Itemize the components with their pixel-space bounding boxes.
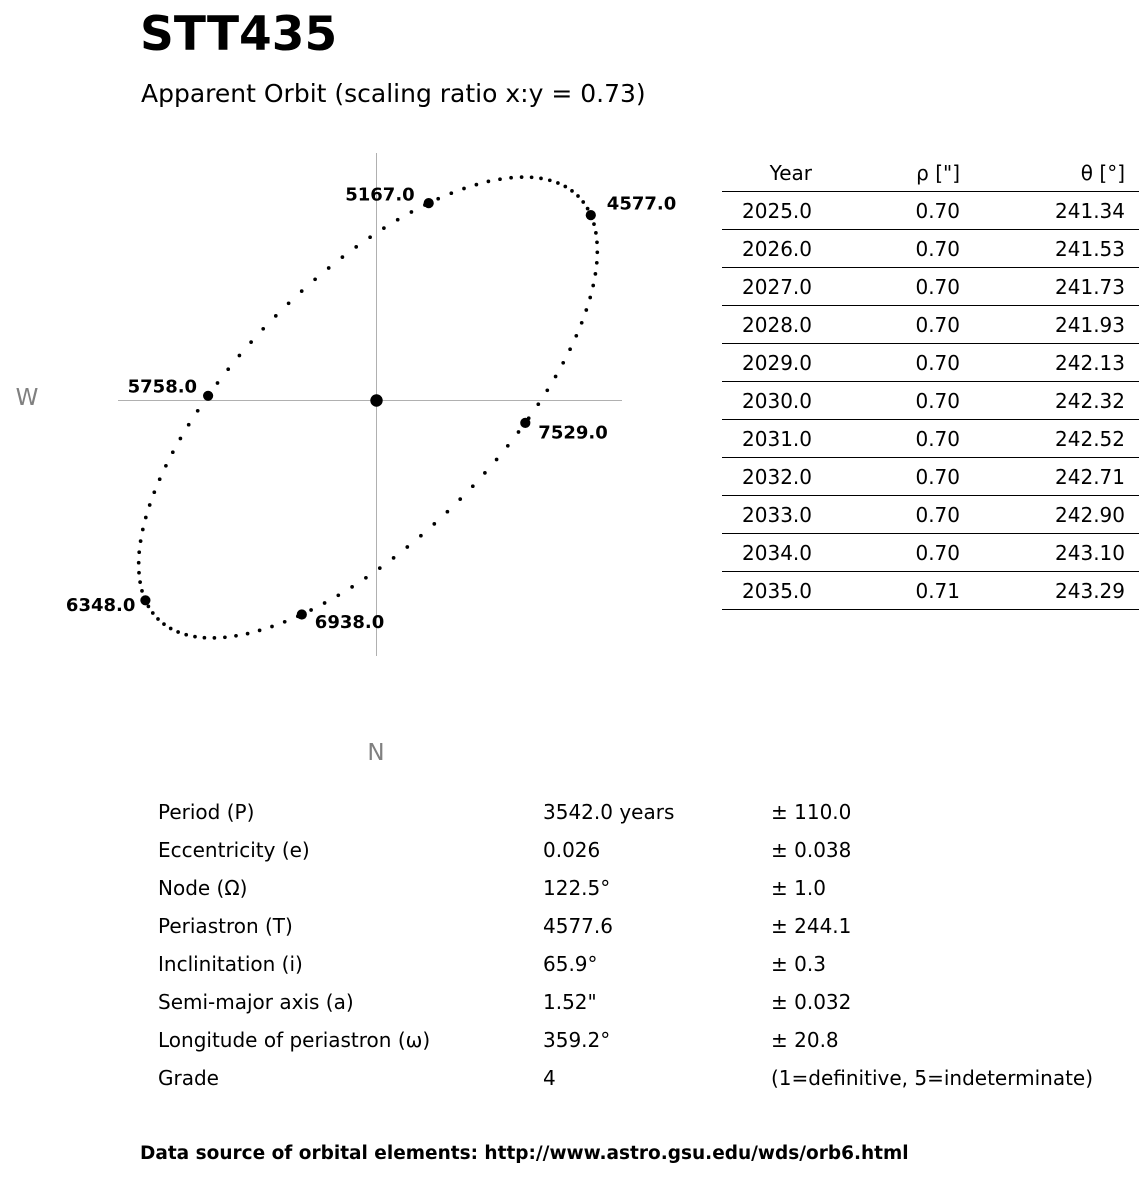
orbit-dot [576, 194, 580, 198]
orbit-dot [238, 354, 242, 358]
orbit-dot [164, 464, 168, 468]
year-cell: 2029.0 [722, 344, 812, 382]
orbit-dot [475, 183, 479, 187]
orbit-dot [554, 375, 558, 379]
element-error: ± 0.032 [771, 990, 852, 1014]
rho-cell: 0.70 [812, 534, 960, 572]
rho-cell: 0.70 [812, 230, 960, 268]
epoch-dot [586, 210, 596, 220]
orbit-dot [309, 608, 313, 612]
orbit-dot [354, 245, 358, 249]
orbit-dot [341, 255, 345, 259]
orbit-dot [581, 200, 585, 204]
orbital-element-row [158, 793, 1118, 831]
orbit-plot [0, 0, 700, 790]
element-label: Semi-major axis (a) [158, 990, 354, 1014]
element-value: 4577.6 [543, 914, 613, 938]
element-error: ± 20.8 [771, 1028, 839, 1052]
orbit-dot [548, 178, 552, 182]
epoch-dot [520, 418, 530, 428]
orbit-dot [382, 226, 386, 230]
element-label: Eccentricity (e) [158, 838, 310, 862]
table-row [722, 572, 1139, 610]
orbit-dot [462, 187, 466, 191]
orbit-dot [148, 503, 152, 507]
orbit-dot [162, 622, 166, 626]
orbit-dot [595, 261, 599, 265]
epoch-dot [424, 198, 434, 208]
orbit-dot [506, 444, 510, 448]
element-value: 4 [543, 1066, 556, 1090]
page-subtitle: Apparent Orbit (scaling ratio x:y = 0.73) [141, 79, 646, 108]
element-label: Inclinitation (i) [158, 952, 303, 976]
epoch-dot [140, 595, 150, 605]
orbit-dot [563, 185, 567, 189]
table-row [722, 344, 1139, 382]
west-direction-label: W [15, 385, 39, 411]
element-label: Period (P) [158, 800, 255, 824]
orbit-dot [287, 301, 291, 305]
epoch-dot [203, 391, 213, 401]
orbit-dot [223, 635, 227, 639]
ephemeris-table-body [722, 192, 1139, 610]
rho-cell: 0.71 [812, 572, 960, 610]
orbit-dot [187, 423, 191, 427]
orbit-dot [258, 629, 262, 633]
ephemeris-table [722, 155, 1139, 610]
element-error: ± 0.038 [771, 838, 852, 862]
orbit-dot [350, 585, 354, 589]
theta-cell: 243.10 [960, 534, 1139, 572]
element-error: ± 0.3 [771, 952, 826, 976]
orbit-dot [141, 528, 145, 532]
orbit-dot [574, 334, 578, 338]
rho-cell: 0.70 [812, 268, 960, 306]
orbit-dot [152, 490, 156, 494]
orbit-dot [539, 177, 543, 181]
orbit-dot [364, 576, 368, 580]
year-cell: 2032.0 [722, 458, 812, 496]
orbit-dot [300, 289, 304, 293]
orbit-dot [203, 636, 207, 640]
theta-cell: 241.34 [960, 192, 1139, 230]
orbit-dot [336, 593, 340, 597]
element-label: Node (Ω) [158, 876, 248, 900]
epoch-dot [297, 609, 307, 619]
theta-cell: 242.90 [960, 496, 1139, 534]
orbit-dot [520, 175, 524, 179]
element-error: ± 244.1 [771, 914, 852, 938]
orbit-dot [584, 308, 588, 312]
theta-cell: 241.93 [960, 306, 1139, 344]
orbit-dot [405, 545, 409, 549]
orbit-dot [226, 367, 230, 371]
orbit-dot [592, 222, 596, 226]
orbit-dot [176, 630, 180, 634]
orbit-dot [274, 314, 278, 318]
orbit-dot [137, 550, 141, 554]
theta-cell: 241.53 [960, 230, 1139, 268]
orbit-dot [517, 430, 521, 434]
element-value: 122.5° [543, 876, 611, 900]
orbit-dot [410, 210, 414, 214]
year-cell: 2025.0 [722, 192, 812, 230]
theta-cell: 243.29 [960, 572, 1139, 610]
orbit-dot [179, 437, 183, 441]
orbit-dot [545, 388, 549, 392]
theta-cell: 241.73 [960, 268, 1139, 306]
orbit-dot [594, 272, 598, 276]
orbit-dot [570, 189, 574, 193]
data-source-footer: Data source of orbital elements: http://www.astro.gsu.edu/wds/orb6.html [140, 1143, 909, 1164]
year-cell: 2028.0 [722, 306, 812, 344]
year-cell: 2027.0 [722, 268, 812, 306]
orbit-dot [156, 617, 160, 621]
rho-cell: 0.70 [812, 496, 960, 534]
orbital-element-row [158, 945, 1118, 983]
theta-cell: 242.71 [960, 458, 1139, 496]
orbit-dot [436, 197, 440, 201]
year-cell: 2026.0 [722, 230, 812, 268]
orbit-dot [270, 625, 274, 629]
orbit-dot [137, 561, 141, 565]
orbit-dot [471, 484, 475, 488]
north-direction-label: N [367, 740, 385, 766]
orbit-dot [261, 327, 265, 331]
orbit-dot [327, 266, 331, 270]
orbit-dot [246, 632, 250, 636]
orbit-dot [323, 601, 327, 605]
orbit-dot [591, 284, 595, 288]
table-row [722, 382, 1139, 420]
orbit-dot [151, 611, 155, 615]
element-label: Longitude of periastron (ω) [158, 1028, 431, 1052]
orbit-dot [498, 177, 502, 181]
orbit-dot [483, 471, 487, 475]
orbit-dot [138, 580, 142, 584]
orbit-dot [561, 361, 565, 365]
orbit-dot [495, 458, 499, 462]
orbit-dot [171, 450, 175, 454]
table-row [722, 420, 1139, 458]
element-value: 3542.0 years [543, 800, 675, 824]
orbit-dot [432, 522, 436, 526]
orbit-dot [595, 250, 599, 254]
orbit-dot [196, 409, 200, 413]
orbit-dot [580, 321, 584, 325]
orbit-dot [158, 477, 162, 481]
orbit-dot [568, 347, 572, 351]
orbit-dot [595, 240, 599, 244]
element-label: Grade [158, 1066, 219, 1090]
table-row [722, 496, 1139, 534]
theta-cell: 242.13 [960, 344, 1139, 382]
orbit-dot [419, 534, 423, 538]
orbit-dot [213, 636, 217, 640]
table-row [722, 230, 1139, 268]
orbit-dot [586, 207, 590, 211]
orbit-dot [449, 191, 453, 195]
page-title: STT435 [140, 7, 338, 62]
orbit-dot [588, 296, 592, 300]
year-cell: 2030.0 [722, 382, 812, 420]
orbital-element-row [158, 983, 1118, 1021]
orbit-dot [216, 381, 220, 385]
column-header: θ [°] [960, 155, 1139, 192]
element-value: 359.2° [543, 1028, 611, 1052]
orbit-dot [530, 175, 534, 179]
orbit-dot [594, 231, 598, 235]
orbit-dot [536, 402, 540, 406]
orbit-dot [184, 633, 188, 637]
epoch-label: 4577.0 [606, 193, 677, 215]
epoch-label: 6938.0 [314, 612, 385, 633]
orbital-element-row [158, 907, 1118, 945]
element-error: ± 110.0 [771, 800, 852, 824]
rho-cell: 0.70 [812, 344, 960, 382]
rho-cell: 0.70 [812, 382, 960, 420]
orbit-dot [556, 181, 560, 185]
primary-star-dot [370, 394, 382, 406]
orbit-dot [509, 176, 513, 180]
orbit-dot [139, 539, 143, 543]
column-header: Year [722, 155, 812, 192]
epoch-label: 6348.0 [65, 594, 136, 616]
orbit-dot [368, 235, 372, 239]
orbit-dot [193, 635, 197, 639]
table-row [722, 534, 1139, 572]
orbit-dot [378, 566, 382, 570]
year-cell: 2031.0 [722, 420, 812, 458]
element-value: 0.026 [543, 838, 601, 862]
theta-cell: 242.32 [960, 382, 1139, 420]
orbit-dot [396, 218, 400, 222]
epoch-label: 7529.0 [538, 422, 608, 444]
orbit-dot [487, 180, 491, 184]
epoch-label: 5758.0 [127, 376, 198, 398]
rho-cell: 0.70 [812, 458, 960, 496]
element-error: (1=definitive, 5=indeterminate) [771, 1066, 1094, 1090]
year-cell: 2035.0 [722, 572, 812, 610]
rho-cell: 0.70 [812, 192, 960, 230]
orbit-dot [313, 277, 317, 281]
orbit-dot [169, 627, 173, 631]
table-header-row [722, 155, 1139, 192]
orbit-dot [458, 497, 462, 501]
rho-cell: 0.70 [812, 306, 960, 344]
orbit-dot [249, 340, 253, 344]
element-value: 1.52" [543, 990, 597, 1014]
epoch-label: 5167.0 [345, 184, 415, 206]
orbit-dot [283, 620, 287, 624]
orbit-dot [234, 634, 238, 638]
element-error: ± 1.0 [771, 876, 826, 900]
orbital-element-row [158, 1021, 1118, 1059]
orbital-elements-list [158, 793, 1118, 1097]
table-row [722, 192, 1139, 230]
orbit-dot [446, 510, 450, 514]
rho-cell: 0.70 [812, 420, 960, 458]
element-value: 65.9° [543, 952, 598, 976]
orbit-dot [137, 571, 141, 575]
table-row [722, 458, 1139, 496]
year-cell: 2033.0 [722, 496, 812, 534]
year-cell: 2034.0 [722, 534, 812, 572]
orbital-element-row [158, 1059, 1118, 1097]
ephemeris-table-header [722, 155, 1139, 192]
element-label: Periastron (T) [158, 914, 293, 938]
orbit-dot [140, 589, 144, 593]
orbital-element-row [158, 831, 1118, 869]
theta-cell: 242.52 [960, 420, 1139, 458]
table-row [722, 268, 1139, 306]
column-header: ρ ["] [812, 155, 960, 192]
orbital-element-row [158, 869, 1118, 907]
table-row [722, 306, 1139, 344]
orbit-dot [144, 516, 148, 520]
orbit-dot [392, 556, 396, 560]
